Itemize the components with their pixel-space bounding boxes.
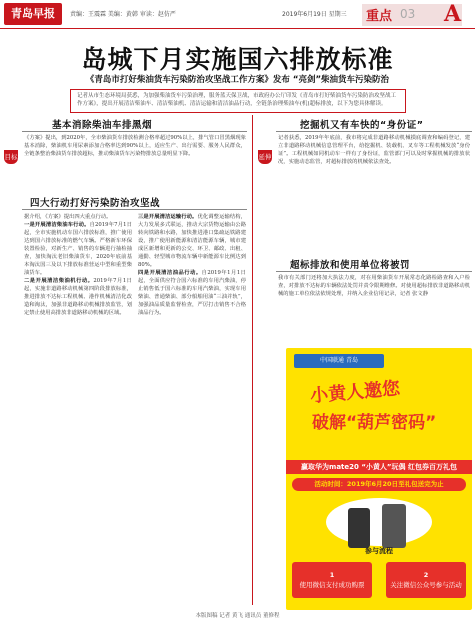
ad-title-line2: 破解“葫芦密码” bbox=[312, 413, 437, 433]
ad-activity-time: 活动时间：2019年6月20日至礼包送完为止 bbox=[292, 478, 466, 491]
main-headline: 岛城下月实施国六排放标准 bbox=[81, 45, 394, 74]
ad-step-1 bbox=[292, 562, 372, 598]
section-name: 重点 bbox=[366, 9, 393, 24]
ad-bubble-graphic bbox=[326, 498, 432, 546]
editor-info: 责编：王震霖 美编：黄韩 审读：赵仿严 bbox=[70, 11, 176, 18]
section-heading-extend: 挖掘机又有车快的“身份证” bbox=[300, 120, 424, 131]
page-footer: 本版图稿 记者 黄飞 通讯员 董修程 bbox=[195, 613, 280, 619]
ad-prize-strip: 赢取华为mate20 “小黄人”玩偶 红包券百万礼包 bbox=[286, 460, 472, 474]
section-body-actions-col2: 三是开展清洁运输行动。优化调整运输结构，大力发展多式联运，推动大宗货物运输由公路转向铁路和水路，加快推进港口集疏运铁路建设，推广使用新能源和清洁能源车辆，城市建成区新增和更新的公交、环卫、邮政、出租、通勤、轻型城市物流车辆中新能源车比例达到80%。 四是开展清洁油品行动。自2019年1月1日起，全面供应符合国六标准的车用汽柴油，停止销售低于国六标准的车用汽柴油，实现车用柴油、普通柴油、部分船舶用油“三油并轨”，加强油品质量监督检查，严厉打击销售不合格油品行为。 bbox=[138, 214, 246, 316]
ad-brand-logo: 中国联通 青岛 bbox=[294, 354, 384, 368]
section-body-actions-col1: 据介绍，《方案》提出四大重点行动。 一是开展清洁柴油车行动。自2019年7月1日起，全市实施机动车国六排放标准，推广使用达到国六排放标准的燃气车辆。严格新车环保装置检验，对新生产、销售的车辆进行抽检抽查，加快淘汰老旧柴油货车，2020年底前基本淘汰国三及以下排放标准营运中型和重型柴油货车。 二是开展清洁柴油机行动。2019年7月1日起，实施非道路移动机械第四阶段排放标准，推进排放不达标工程机械、港作机械清洁化改造和淘汰，加强非道路移动机械排放监管，划定禁止使用高排放非道路移动机械的区域。 bbox=[24, 214, 132, 316]
phone-icon bbox=[382, 504, 406, 548]
page-letter: A bbox=[444, 1, 462, 27]
header-rule bbox=[0, 28, 475, 29]
ad-title-line1: 小黄人邀您 bbox=[309, 378, 401, 407]
section-heading-goal: 基本消除柴油车排黑烟 bbox=[52, 120, 153, 131]
section-heading-penalty: 超标排放和使用单位将被罚 bbox=[290, 260, 411, 271]
section-body-goal: 《方案》提出，到2020年，全市柴油货车排放检测合格率超过90%以上，排气管口冒黑烟现象基本消除，柴油机车用尿素添加合格率达到90%以上，适应生产、出行需要、服务人民群众，全链条整治柴油货车排放超标，推动柴油货车污染物排放总量明显下降。 bbox=[24, 135, 246, 157]
advertisement bbox=[286, 348, 472, 610]
side-tag-goal: 目标 bbox=[4, 150, 18, 164]
section-rule bbox=[276, 131, 472, 132]
ad-step-text: 关注微信公众号参与活动 bbox=[390, 581, 462, 589]
ad-step-number: 2 bbox=[423, 571, 429, 579]
masthead-logo: 青岛早报 bbox=[4, 3, 62, 25]
page-number: 03 bbox=[400, 7, 416, 21]
section-rule bbox=[276, 271, 472, 272]
ad-step-number: 1 bbox=[329, 571, 335, 579]
column-divider bbox=[252, 115, 253, 605]
ad-step-text: 使用微信支付成功购票 bbox=[299, 581, 365, 589]
section-body-extend: 记者获悉，2019年年底前，我市将完成非道路移动机械摸底调查和编码登记，建立非道路移动机械信息管理平台，给挖掘机、装载机、叉车等工程机械发放“身份证”。工程机械如同机动车一样有了身份证，监管部门可以及时掌握机械的排放状况，实施动态监管，对超标排放的机械依法查处。 bbox=[278, 135, 470, 165]
sub-headline: 《青岛市打好柴油货车污染防治攻坚战工作方案》发布 “亮剑”柴油货车污染防治 bbox=[85, 75, 390, 85]
phone-icon bbox=[348, 508, 370, 548]
section-heading-actions: 四大行动打好污染防治攻坚战 bbox=[30, 198, 161, 209]
intro-box: 记者从市生态环境局获悉，为加强柴油货车污染治理，服务蓝天保卫战，市政府办公厅印发《青岛市打好柴油货车污染防治攻坚战工作方案》，提出开展清洁柴油车、清洁柴油机、清洁运输和清洁油品行动，全链条治理柴油车(机)超标排放，以下为您具体解读。 bbox=[70, 89, 406, 113]
ad-method-title: 参与流程 bbox=[365, 547, 393, 555]
side-tag-extend: 延伸 bbox=[258, 150, 272, 164]
section-body-penalty: 我市有关部门还将加大执法力度，对在用柴油货车开展常态化路检路查和入户检查，对排放不达标的车辆依法处罚并责令限期维修。对使用超标排放非道路移动机械的施工单位依法依规处理，并纳入企业信用记录，记者 张文静 bbox=[278, 275, 470, 297]
ad-step-2 bbox=[386, 562, 466, 598]
section-rule bbox=[22, 131, 247, 132]
issue-date: 2019年6月19日 星期三 bbox=[282, 11, 347, 18]
section-rule bbox=[22, 209, 247, 210]
